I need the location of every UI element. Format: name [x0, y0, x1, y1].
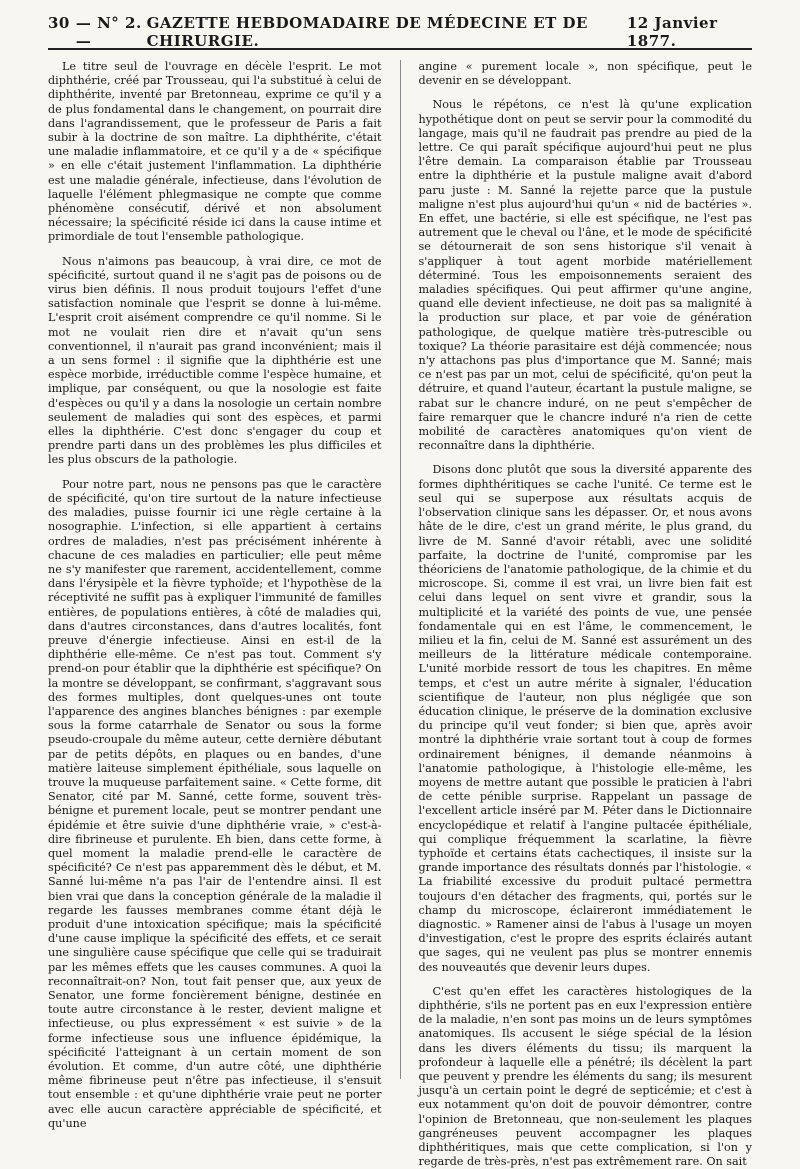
paragraph: Pour notre part, nous ne pensons pas que le caractère de spécificité, qu'on tire surtout de la nature infectieuse des maladies, puisse fournir ici une règle certaine à la nosographie. L'infection, si elle appartient à certains ordres de maladies, n'est pas précisément inhérente à chacune de ces maladies en particulier; elle peut même ne s'y manifester que rarement, accidentellement, comme dans l'érysipèle et la fièvre typhoïde; et l'hypothèse de la réceptivité ne suffit pas à expliquer l'immunité de familles entières, de populations entières, à côté de maladies qui, dans d'autres circonstances, dans d'autres localités, font preuve d'énergie infectieuse. Ainsi en est-il de la diphthérie elle-même. Ce n'est pas tout. Comment s'y prend-on pour établir que la diphthérie est spécifique? On la montre se développant, se confirmant, s'aggravant sous des formes multiples, dont quelques-unes ont toute l'apparence des angines blanches bénignes : par exemple sous la forme catarrhale de Senator ou sous la forme pseudo-croupale du même auteur, cette dernière débutant par de petits dépôts, en plaques ou en bandes, d'une matière laiteuse simplement épithéliale, sous laquelle on trouve la muqueuse parfaitement saine. « Cette forme, dit Senator, cité par M. Sanné, cette forme, souvent très-bénigne et purement locale, peut se montrer pendant une épidémie et être suivie d'une diphthérie vraie, » c'est-à-dire fibrineuse et purulente. Eh bien, dans cette forme, à quel moment la maladie prend-elle le caractère de spécificité? Ce n'est pas apparemment dès le début, et M. Sanné lui-même n'a pas l'air de l'entendre ainsi. Il est bien vrai que dans la conception générale de la maladie il regarde les fausses membranes comme étant déjà le produit d'une intoxication spécifique; mais la spécificité d'une cause implique la spécificité des effets, et ce serait une singulière cause spécifique que celle qui se traduirait par les mêmes effets que les causes communes. A quoi la reconnaîtrait-on? Non, tout fait penser que, aux yeux de Senator, une forme foncièrement bénigne, destinée en toute autre circonstance à le rester, devient maligne et infectieuse, ou plus expressément « est suivie » de la forme infectieuse sous une influence épidémique, la spécificité l'atteignant à un certain moment de son évolution. Et comme, d'un autre côté, une diphthérie même fibrineuse peut n'être pas infectieuse, il s'ensuit tout ensemble : et qu'une diphthérie vraie peut ne porter avec elle aucun caractère appréciable de spécificité, et qu'une	[48, 477, 382, 1130]
journal-title: GAZETTE HEBDOMADAIRE DE MÉDECINE ET DE CHIRURGIE.	[146, 14, 588, 50]
issue-number: — N° 2. —	[75, 14, 142, 50]
paragraph: Nous le répétons, ce n'est là qu'une explication hypothétique dont on peut se servir pour la commodité du langage, mais qu'il ne faudrait pas prendre au pied de la lettre. Ce qui paraît spécifique aujourd'hui peut ne plus l'être demain. La comparaison établie par Trousseau entre la diphthérie et la pustule maligne avait d'abord paru juste : M. Sanné la rejette parce que la pustule maligne n'est plus aujourd'hui qu'un « nid de bactéries ». En effet, une bactérie, si elle est spécifique, ne l'est pas autrement que le cheval ou l'âne, et le mode de spécificité se détournerait de son sens historique s'il venait à s'appliquer à tout agent morbide matériellement déterminé. Tous les empoisonnements seraient des maladies spécifiques. Qui peut affirmer qu'une angine, quand elle devient infectieuse, ne doit pas sa malignité à la production sur place, et par voie de génération pathologique, de quelque matière très-putrescible ou toxique? La théorie parasitaire est déjà commencée; nous n'y attachons pas plus d'importance que M. Sanné; mais ce n'est pas par un mot, celui de spécificité, qu'on peut la détruire, et quand l'auteur, écartant la pustule maligne, se rabat sur le chancre induré, on ne peut s'empêcher de faire remarquer que le chancre induré n'a rien de cette mobilité de caractères anatomiques qu'on vient de reconnaître dans la diphthérie.	[418, 98, 752, 453]
column-divider	[400, 60, 401, 1079]
page-number: 30	[48, 14, 70, 32]
paragraph: Nous n'aimons pas beaucoup, à vrai dire, ce mot de spécificité, surtout quand il ne s'agit pas de poisons ou de virus bien définis. Il nous produit toujours l'effet d'une satisfaction nominale que l'esprit se donne à lui-même. L'esprit croit aisément comprendre ce qu'il nomme. Si le mot ne voulait rien dire et n'avait qu'un sens conventionnel, il n'aurait pas grand inconvénient; mais il a un sens formel : il signifie que la diphthérie est une espèce morbide, irréductible comme l'espèce humaine, et implique, par conséquent, ou que la nosologie est faite d'espèces ou qu'il y a dans la nosologie un certain nombre seulement de maladies qui sont des espèces, et parmi elles la diphthérie. C'est donc s'engager du coup et prendre parti dans un des problèmes les plus difficiles et les plus obscurs de la pathologie.	[48, 254, 382, 467]
right-column	[418, 60, 753, 1169]
issue-date: 12 Janvier 1877.	[626, 14, 718, 50]
paragraph: Le titre seul de l'ouvrage en décèle l'esprit. Le mot diphthérie, créé par Trousseau, qui l'a substitué à celui de diphthérite, inventé par Bretonneau, exprime ce qu'il y a de plus fondamental dans le changement, on pourrait dire dans l'agrandissement, que le professeur de Paris a fait subir à la doctrine de son maître. La diphthérite, c'était une maladie inflammatoire, et ce qu'il y a de « spécifique » en elle c'était justement l'inflammation. La diphthérie est une maladie générale, infectieuse, dans l'évolution de laquelle l'élément phlegmasique ne compte que comme phénomène consécutif, dérivé et non absolument nécessaire; la spécificité réside ici dans la cause intime et primordiale de tout l'ensemble pathologique.	[48, 60, 382, 244]
left-column	[48, 60, 382, 1130]
page-header	[48, 14, 752, 50]
text-columns	[48, 60, 752, 1169]
paragraph: angine « purement locale », non spécifique, peut le devenir en se développant.	[418, 60, 752, 88]
header-left	[48, 14, 147, 50]
paragraph: Disons donc plutôt que sous la diversité apparente des formes diphthéritiques se cache l'unité. Ce terme est le seul qui se superpose aux résultats acquis de l'observation clinique sans les dépasser. Or, et nous avons hâte de le dire, c'est un grand mérite, le plus grand, du livre de M. Sanné d'avoir rétabli, avec une solidité parfaite, la doctrine de l'unité, compromise par les théoriciens de l'anatomie pathologique, de la chimie et du microscope. Si, comme il est vrai, un livre bien fait est celui dans lequel on sent vivre et grandir, sous la multiplicité et la variété des points de vue, une pensée fondamentale qui en est l'âme, le commencement, le milieu et la fin, celui de M. Sanné est assurément un des meilleurs de la littérature médicale contemporaine. L'unité morbide ressort de tous les chapitres. En même temps, et c'est un autre mérite à signaler, l'éducation scientifique de l'auteur, non plus négligée que son éducation clinique, le préserve de la domination exclusive du principe qu'il veut fonder; si bien que, après avoir montré la diphthérie vraie sortant tout à coup de formes ordinairement bénignes, il demande néanmoins à l'anatomie pathologique, à l'histologie elle-même, les moyens de mettre autant que possible le praticien à l'abri de cette pénible surprise. Rappelant un passage de l'excellent article inséré par M. Péter dans le Dictionnaire encyclopédique et relatif à l'angine pultacée épithéliale, qui complique fréquemment la scarlatine, la fièvre typhoïde et certains états cachectiques, il insiste sur la grande importance des résultats donnés par l'histologie. « La friabilité excessive du produit pultacé permettra toujours d'en détacher des fragments, qui, portés sur le champ du microscope, éclaireront immédiatement le diagnostic. » Ramener ainsi de l'abus à l'usage un moyen d'investigation, c'est le propre des esprits éclairés autant que sages, qui ne veulent pas plus se montrer ennemis des nouveautés que devenir leurs dupes.	[418, 463, 752, 974]
paragraph: C'est qu'en effet les caractères histologiques de la diphthérie, s'ils ne portent pas en eux l'expression entière de la maladie, n'en sont pas moins un de leurs symptômes anatomiques. Ils accusent le siége spécial de la lésion dans les divers éléments du tissu; ils marquent la profondeur à laquelle elle a pénétré; ils décèlent la part que peuvent y prendre les éléments du sang; ils mesurent jusqu'à un certain point le degré de septicémie; et c'est à eux notamment qu'on doit de pouvoir démontrer, contre l'opinion de Bretonneau, que non-seulement les plaques gangréneuses peuvent accompagner les plaques diphthéritiques, mais que cette complication, si l'on y regarde de très-près, n'est pas extrêmement rare. On sait	[418, 984, 752, 1169]
